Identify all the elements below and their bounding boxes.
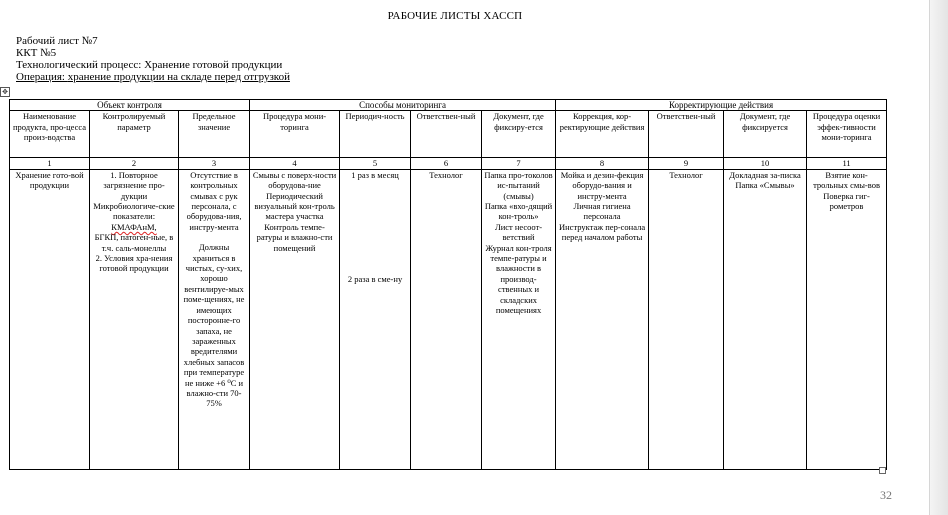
column-number: 10 <box>724 158 807 169</box>
column-header: Ответствен-ный <box>649 111 724 158</box>
cell-corrective-actions <box>556 169 649 469</box>
column-header: Контролируемый параметр <box>90 111 179 158</box>
cell-text: Личная гигиена персонала <box>573 201 631 222</box>
cell-text: Отсутствие в контрольных смывах с рук персонала, с оборудова-ния, инстру-мента <box>186 169 242 232</box>
cell-limit <box>179 169 250 469</box>
cell-text: 1. Повторное загрязнение про-дукции <box>103 169 165 201</box>
column-header: Коррекция, кор-ректирующие действия <box>556 111 649 158</box>
cell-text: Папка «Смывы» <box>735 180 795 191</box>
column-number: 11 <box>807 158 887 169</box>
cell-text: Лист несоот-ветствий <box>494 221 543 243</box>
cell-text: Технолог <box>669 169 703 180</box>
cell-text: Хранение гото-вой продукции <box>15 169 84 191</box>
column-header: Документ, где фиксиру-ется <box>482 111 556 158</box>
cell-text: Микробиологиче-ские показатели: <box>93 201 175 222</box>
column-number: 7 <box>482 158 556 169</box>
cell-text: Взятие кон-трольных смы-вов <box>813 169 880 191</box>
column-header: Предельное значение <box>179 111 250 158</box>
document-title: РАБОЧИЕ ЛИСТЫ ХАССП <box>387 10 523 22</box>
column-number: 4 <box>250 158 340 169</box>
column-number: 8 <box>556 158 649 169</box>
cell-text: Контроль темпе-ратуры и влажно-сти помещений <box>256 221 333 253</box>
cell-corrective-responsible <box>649 169 724 469</box>
process-line <box>16 59 290 71</box>
group-header-row <box>10 100 887 111</box>
cell-text: Технолог <box>429 169 463 180</box>
column-number-row <box>10 158 887 169</box>
cell-text: 1 раз в месяц <box>351 169 399 180</box>
column-header: Ответствен-ный <box>411 111 482 158</box>
window-scroll-edge <box>929 0 948 515</box>
ccp-number: ККТ №5 <box>16 47 57 59</box>
column-header: Процедура мони-торинга <box>250 111 340 158</box>
cell-parameter <box>90 169 179 469</box>
process-label: Технологический процесс: <box>16 59 145 71</box>
column-header: Процедура оценки эффек-тивности мони-торинга <box>807 111 887 158</box>
column-header: Документ, где фиксируется <box>724 111 807 158</box>
column-number: 3 <box>179 158 250 169</box>
sheet-number: Рабочий лист №7 <box>16 35 98 47</box>
cell-text: Инструктаж пер-сонала перед началом работы <box>558 221 646 243</box>
haccp-worksheet-table <box>9 99 887 470</box>
column-header: Периодич-ность <box>340 111 411 158</box>
cell-text: Должны храниться в чистых, су-хих, хорошо вентилируе-мых поме-щениях, не имеющих посторонне-го запаха, не зараженных вредителями хлебных запасов при температуре не ниже +6 ⁰С и влажно-сти 70-75% <box>183 242 245 409</box>
cell-text: Периодический визуальный кон-троль мастера участка <box>254 190 335 222</box>
process-value: Хранение готовой продукции <box>144 59 283 71</box>
cell-text: БГКП, патоген-ные, в т.ч. саль-монеллы <box>94 232 174 253</box>
group-corrective: Корректирующие действия <box>556 100 887 111</box>
document-header <box>16 35 290 83</box>
cell-document <box>482 169 556 469</box>
cell-monitoring-procedure <box>250 169 340 469</box>
operation-label: Операция: <box>16 71 68 83</box>
table-move-handle-icon[interactable]: ✥ <box>0 87 10 97</box>
cell-text: Поверка гиг-рометров <box>823 190 870 212</box>
operation-value: хранение продукции на складе перед отгрузкой <box>67 71 290 83</box>
page-number: 32 <box>880 488 892 502</box>
cell-text: Папка «вхо-дящий кон-троль» <box>484 201 553 222</box>
column-number: 1 <box>10 158 90 169</box>
column-number: 6 <box>411 158 482 169</box>
cell-text: 2 раза в сме-ну <box>347 274 403 285</box>
operation-line <box>16 71 290 83</box>
cell-responsible <box>411 169 482 469</box>
column-number: 9 <box>649 158 724 169</box>
cell-text: Докладная за-писка <box>729 169 801 180</box>
cell-text: 2. Условия хра-нения готовой продукции <box>95 253 173 274</box>
cell-corrective-document <box>724 169 807 469</box>
column-header: Наименование продукта, про-цесса произ-водства <box>10 111 90 158</box>
column-number: 2 <box>90 158 179 169</box>
cell-product <box>10 169 90 469</box>
cell-text: КМАФАнМ, <box>111 221 157 232</box>
cell-text: Смывы с поверх-ности оборудова-ние <box>252 169 337 191</box>
cell-text: Папка про-токолов ис-пытаний (смывы) <box>484 169 553 201</box>
table-resize-handle[interactable] <box>879 467 886 474</box>
group-monitoring: Способы мониторинга <box>250 100 556 111</box>
cell-text: Мойка и дезин-фекция оборудо-вания и инстру-мента <box>560 169 644 201</box>
column-header-row <box>10 111 887 158</box>
cell-text: Журнал кон-троля темпе-ратуры и влажности в производ-ственных и складских помещениях <box>485 242 552 316</box>
cell-frequency <box>340 169 411 469</box>
column-number: 5 <box>340 158 411 169</box>
table-row <box>10 169 887 469</box>
cell-effectiveness <box>807 169 887 469</box>
group-object: Объект контроля <box>10 100 250 111</box>
